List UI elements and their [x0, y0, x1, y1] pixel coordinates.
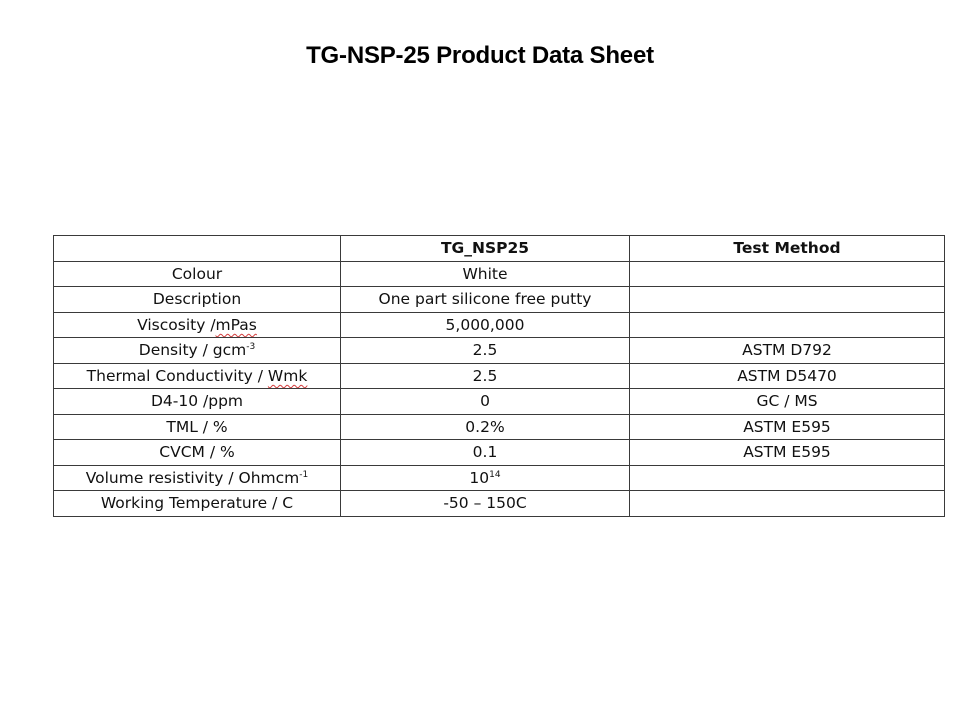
property-unit: mPas [215, 315, 257, 334]
table-row [54, 312, 945, 338]
value-cell: 2.5 [341, 338, 630, 364]
property-unit: Wmk [267, 366, 308, 385]
property-cell [54, 312, 341, 338]
value-cell: -50 – 150C [341, 491, 630, 517]
property-prefix: Thermal Conductivity / [86, 366, 268, 385]
property-cell: Description [54, 287, 341, 313]
property-cell: CVCM / % [54, 440, 341, 466]
property-text: Density / gcm [138, 341, 247, 360]
method-cell [630, 261, 945, 287]
table-row [54, 261, 945, 287]
property-text: Volume resistivity / Ohmcm [85, 468, 300, 487]
table-row [54, 491, 945, 517]
property-cell: TML / % [54, 414, 341, 440]
header-cell-property [54, 236, 341, 262]
method-cell [630, 465, 945, 491]
method-cell: ASTM E595 [630, 440, 945, 466]
value-cell [341, 465, 630, 491]
table-header-row [54, 236, 945, 262]
table-row [54, 363, 945, 389]
property-cell: Colour [54, 261, 341, 287]
value-cell: White [341, 261, 630, 287]
method-cell: GC / MS [630, 389, 945, 415]
property-cell [54, 338, 341, 364]
method-cell [630, 287, 945, 313]
product-data-table [53, 235, 945, 517]
method-cell: ASTM D5470 [630, 363, 945, 389]
property-cell: Working Temperature / C [54, 491, 341, 517]
property-prefix: Viscosity / [137, 315, 216, 334]
property-cell: D4-10 /ppm [54, 389, 341, 415]
table-row [54, 414, 945, 440]
method-cell: ASTM E595 [630, 414, 945, 440]
page-title: TG-NSP-25 Product Data Sheet [306, 42, 654, 69]
method-cell: ASTM D792 [630, 338, 945, 364]
method-cell [630, 491, 945, 517]
property-cell [54, 465, 341, 491]
method-cell [630, 312, 945, 338]
value-superscript: 14 [489, 469, 501, 480]
property-cell [54, 363, 341, 389]
value-cell: 5,000,000 [341, 312, 630, 338]
value-cell: One part silicone free putty [341, 287, 630, 313]
value-cell: 2.5 [341, 363, 630, 389]
header-cell-product: TG_NSP25 [341, 236, 630, 262]
value-text: 10 [469, 468, 490, 487]
property-superscript: -3 [246, 342, 256, 353]
header-cell-test-method: Test Method [630, 236, 945, 262]
value-cell: 0.1 [341, 440, 630, 466]
table-row [54, 440, 945, 466]
table-row [54, 465, 945, 491]
value-cell: 0 [341, 389, 630, 415]
table-row [54, 338, 945, 364]
table-row [54, 389, 945, 415]
value-cell: 0.2% [341, 414, 630, 440]
table-row [54, 287, 945, 313]
property-superscript: -1 [299, 469, 309, 480]
